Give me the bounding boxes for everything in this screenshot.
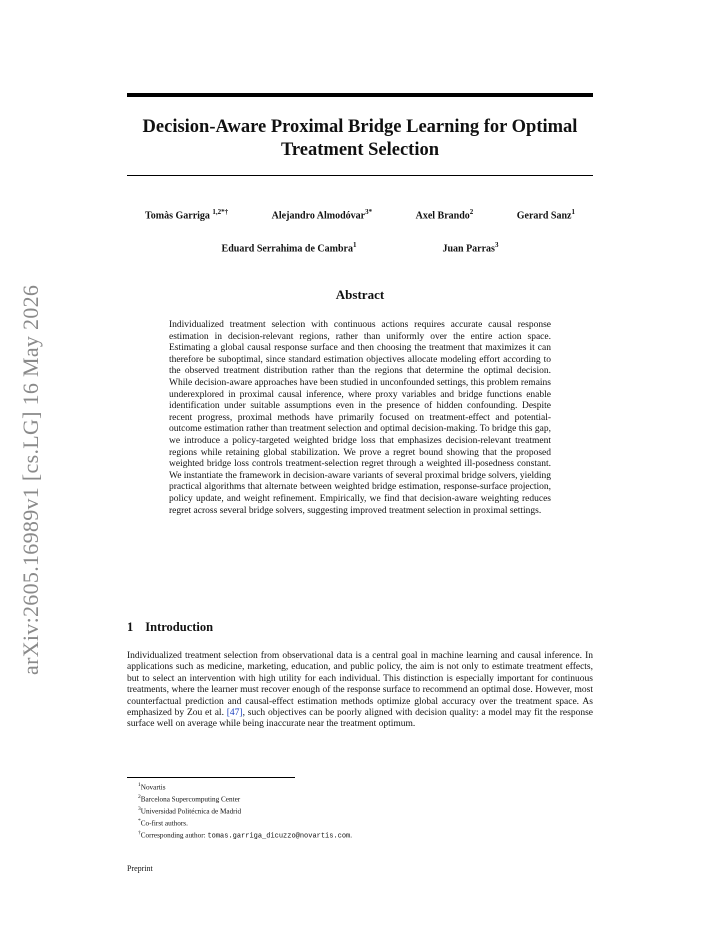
author: Eduard Serrahima de Cambra$^1$: [221, 241, 357, 255]
footnote-item: $^2$Barcelona Supercomputing Center: [138, 793, 241, 804]
page-footer: Preprint: [127, 864, 153, 873]
citation-link[interactable]: [47]: [226, 708, 243, 719]
author: Alejandro Almodóvar$^{3*}$: [271, 208, 373, 222]
author-row-1: [127, 208, 593, 221]
author: Axel Brando$^2$: [415, 208, 474, 222]
author-row-2: [127, 241, 593, 254]
footnote-item: $^1$Novartis: [138, 782, 166, 792]
author: Gerard Sanz$^1$: [516, 208, 575, 222]
author: Juan Parras$^3$: [442, 241, 499, 255]
arxiv-identifier: arXiv:2605.16989v1 [cs.LG] 16 May 2026: [18, 284, 43, 675]
footnote-rule: [127, 777, 295, 778]
paper-title: Decision-Aware Proximal Bridge Learning for Optimal Treatment Selection: [142, 117, 578, 160]
footnote-item: $^3$Universidad Politécnica de Madrid: [138, 805, 242, 816]
abstract-heading: Abstract: [335, 287, 385, 302]
section-heading: [127, 620, 213, 635]
introduction-paragraph: Individualized treatment selection from observational data is a central goal in machine learning and causal inference. In applications such as medicine, marketing, education, and public policy, the aim is not only to estimate treatment effects, but to select an intervention with high utility for each individual. This distinction is especially important for continuous treatments, where the learner must recover enough of the response surface to recommend an optimal dose. However, most counterfactual prediction and causal-effect estimation methods optimize global accuracy over the treatment space. As emphasized by Zou et al. [47], such objectives can be poorly aligned with decision quality: a model may fit the response surface well on average while being inaccurate near the treatment optimum.: [127, 651, 593, 730]
footnote-item: *Co-first authors.: [138, 817, 188, 828]
abstract-text: Individualized treatment selection with continuous actions requires accurate causal response estimation in decision-relevant regions, rather than uniformly over the entire action space. Estimating a global causal response surface and then choosing the treatment that maximizes it can therefore be suboptimal, since standard estimation objectives allocate modeling effort according to the observed treatment distribution rather than the regions that determine the optimal decision. While decision-aware approaches have been studied in unconfounded settings, this problem remains underexplored in proximal causal inference, where proxy variables and bridge functions enable identification under suitable assumptions even in the presence of hidden confounding. Despite recent progress, proximal methods have primarily focused on treatment-effect and potential-outcome estimation rather than treatment selection and optimal decision-making. To bridge this gap, we introduce a policy-targeted weighted bridge loss that emphasizes decision-relevant treatment regions while retaining global stabilization. We prove a regret bound showing that the proposed weighted bridge loss controls treatment-selection regret through a weighted ill-posedness constant. We instantiate the framework in decision-aware variants of several proximal bridge solvers, yielding practical algorithms that alternate between weighted bridge estimation, response-surface projection, policy update, and weight refinement. Empirically, we find that decision-aware weighting reduces regret across several bridge solvers, suggesting improved treatment selection in proximal settings.: [169, 320, 552, 516]
corresponding-email[interactable]: tomas.garriga_dicuzzo@novartis.com: [207, 832, 351, 841]
section-number: 1: [127, 620, 134, 634]
author: Tomàs Garriga $^{1,2*\dagger}$: [145, 208, 229, 222]
section-title: Introduction: [145, 620, 214, 634]
title-bottom-rule: [127, 175, 593, 176]
footnote-item: †Corresponding author: tomas.garriga_dicuzzo@novartis.com.: [138, 829, 353, 841]
title-top-rule: [127, 93, 593, 97]
footnotes: [138, 781, 352, 842]
